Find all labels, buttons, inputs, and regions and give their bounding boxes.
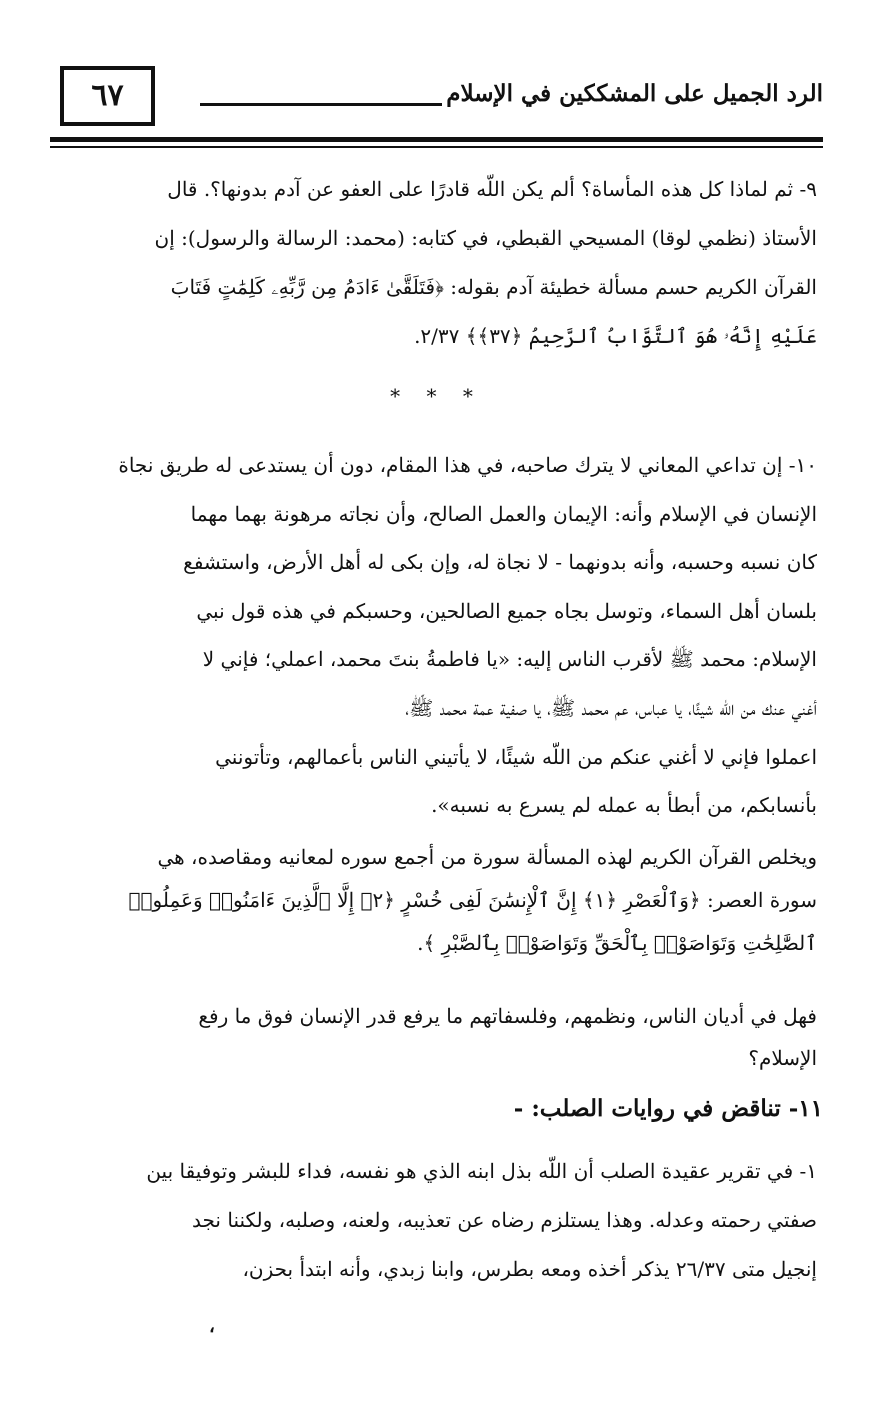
text-line: اعملوا فإني لا أغني عنكم من اللّه شيئًا، لا يأتيني الناس بأعمالهم، وتأتونني [215,744,817,769]
stray-print-mark: ، [209,1316,215,1337]
text-line: عَلَيْهِ إِنَّهُۥ هُوَ ٱلتَّوَّابُ ٱلرَّحِيمُ ﴿٣٧﴾﴾ ٢/٣٧. [414,324,817,348]
header-rule-thick [50,137,823,142]
page-number: ٦٧ [91,78,124,113]
page-number-box [60,66,155,126]
text-line: فهل في أديان الناس، ونظمهم، وفلسفاتهم ما يرفع قدر الإنسان فوق ما رفع [198,1004,817,1028]
crucifixion-paragraph [50,1147,817,1294]
text-line: سورة العصر: ﴿وَٱلْعَصْرِ ﴿١﴾ إِنَّ ٱلْإِنسَٰنَ لَفِى خُسْرٍ ﴿٢﴾ إِلَّا ٱلَّذِينَ ءَامَنُوا۟ وَعَمِلُوا۟ [128,888,817,912]
text-line: الإنسان في الإسلام وأنه: الإيمان والعمل الصالح، وأن نجاته مرهونة بهما مهما [190,501,817,526]
text-line: ٱلصَّٰلِحَٰتِ وَتَوَاصَوْا۟ بِٱلْحَقِّ وَتَوَاصَوْا۟ بِٱلصَّبْرِ ﴾. [417,931,817,955]
item-9-paragraph [50,165,817,361]
item-10-paragraph [50,441,817,830]
question-paragraph [50,995,817,1079]
text-line: كان نسبه وحسبه، وأنه بدونهما - لا نجاة له، وإن بكى له أهل الأرض، واستشفع [183,550,817,575]
text-line: صفتي رحمته وعدله. وهذا يستلزم رضاه عن تعذيبه، ولعنه، وصلبه، ولكننا نجد [192,1208,817,1232]
header-decorative-line [200,103,442,106]
text-line: بلسان أهل السماء، وتوسل بجاه جميع الصالحين، وحسبكم في هذه قول نبي [196,598,817,623]
text-line: ويخلص القرآن الكريم لهذه المسألة سورة من أجمع سوره لمعانيه ومقاصده، هي [157,845,817,869]
header-rule-thin [50,146,823,148]
text-line: الأستاذ (نظمي لوقا) المسيحي القبطي، في كتابه: (محمد: الرسالة والرسول): إن [154,226,817,250]
text-line: القرآن الكريم حسم مسألة خطيئة آدم بقوله: ﴿فَتَلَقَّىٰ ءَادَمُ مِن رَّبِّهِۦ كَلِمَٰتٍ فَتَابَ [170,275,817,299]
text-line: ٩- ثم لماذا كل هذه المأساة؟ ألم يكن اللّه قادرًا على العفو عن آدم بدونها؟. قال [167,177,817,201]
text-line: بأنسابكم، من أبطأ به عمله لم يسرع به نسبه». [431,793,817,818]
text-line: ١- في تقرير عقيدة الصلب أن اللّه بذل ابنه الذي هو نفسه، فداء للبشر وتوفيقا بين [146,1159,817,1183]
text-line: ١٠- إن تداعي المعاني لا يترك صاحبه، في هذا المقام، دون أن يستدعى له طريق نجاة [118,453,817,477]
surah-al-asr-paragraph [50,836,817,965]
text-line: إنجيل متى ٢٦/٣٧ يذكر أخذه ومعه بطرس، وابنا زبدي، وأنه ابتدأ بحزن، [242,1257,817,1281]
section-11-heading: ١١- تناقض في روايات الصلب: - [513,1095,823,1122]
section-separator: * * * [390,384,483,408]
text-line: الإسلام: محمد ﷺ لأقرب الناس إليه: «يا فاطمةُ بنتَ محمد، اعملي؛ فإني لا [202,647,817,672]
text-line: أغني عنك من اللّه شيئًا، يا عباس، عم محمد ﷺ، يا صفية عمة محمد ﷺ، [405,695,817,720]
text-line: الإسلام؟ [748,1046,817,1070]
running-title: الرد الجميل على المشككين في الإسلام [446,80,823,107]
